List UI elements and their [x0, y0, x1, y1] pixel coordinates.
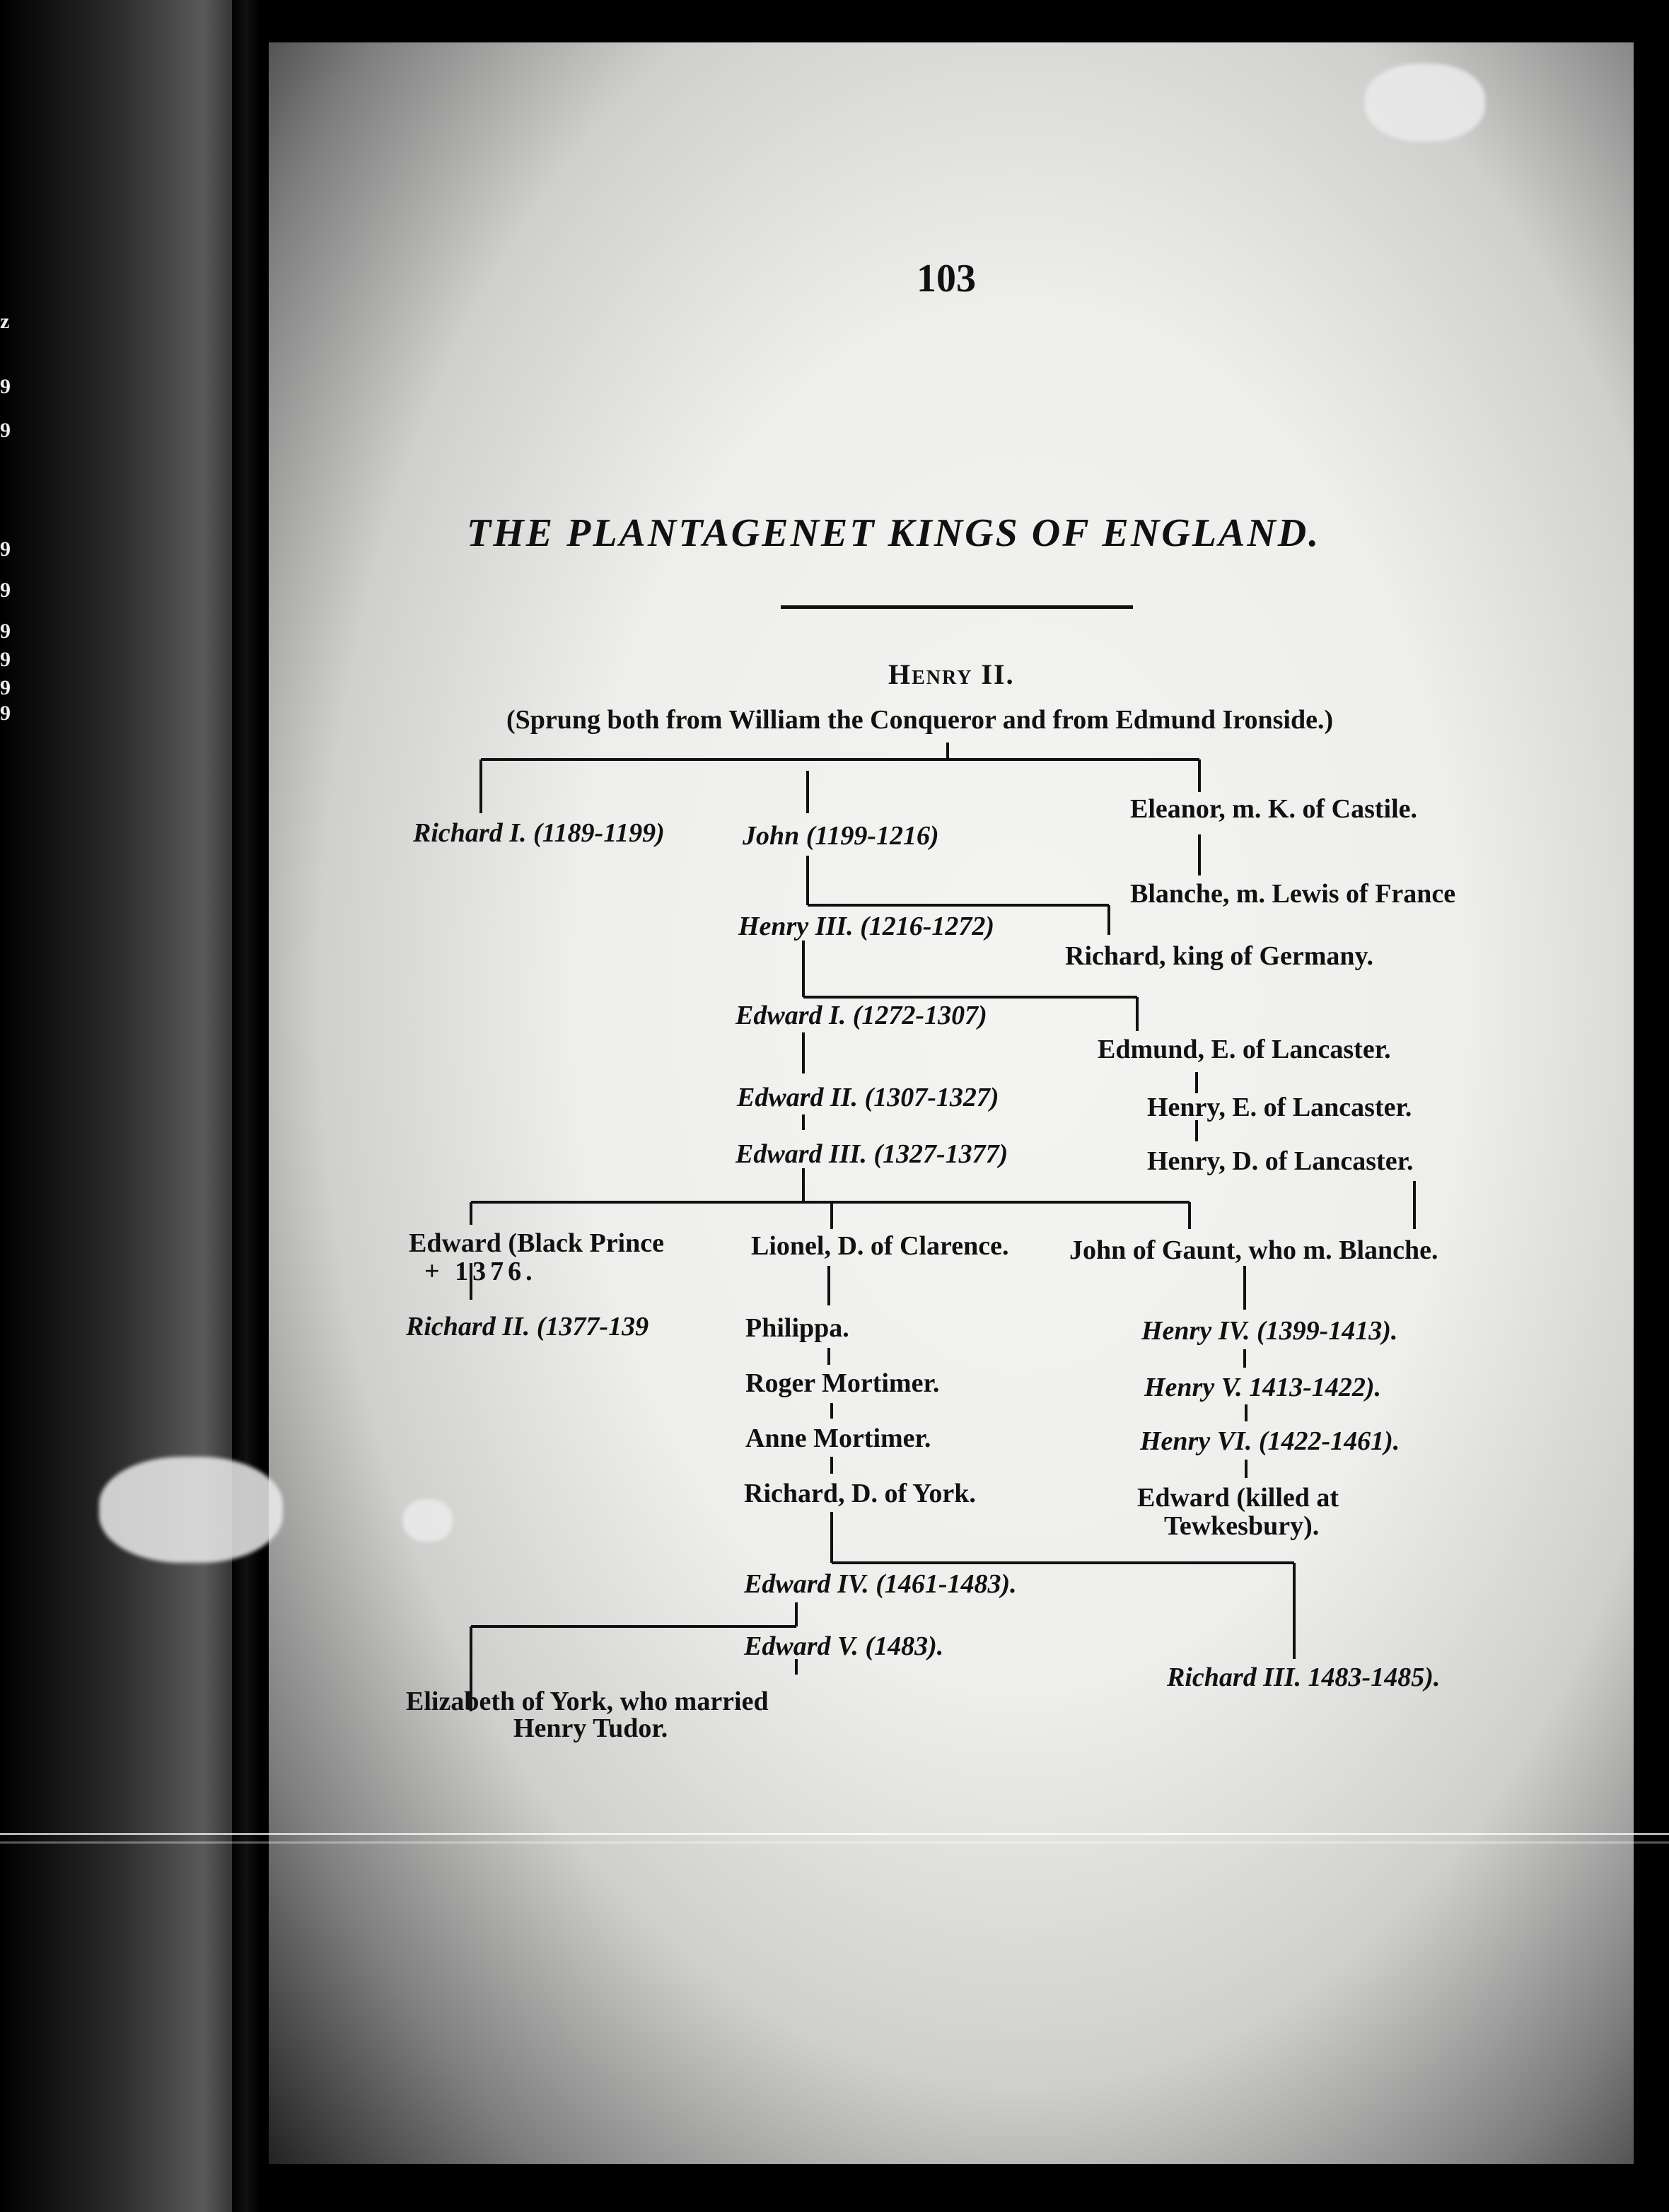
page-number: 103 [917, 257, 976, 301]
entry-henry-iv: Henry IV. (1399-1413). [1141, 1316, 1398, 1346]
entry-roger-mortimer: Roger Mortimer. [745, 1368, 940, 1398]
entry-edward-killed: Edward (killed at [1137, 1483, 1339, 1513]
page-title: THE PLANTAGENET KINGS OF ENGLAND. [467, 511, 1321, 555]
root-henry-ii: Henry II. [888, 658, 1015, 690]
margin-char: z [0, 310, 10, 333]
entry-richard-germany: Richard, king of Germany. [1065, 941, 1373, 971]
entry-tewkesbury: Tewkesbury). [1164, 1511, 1320, 1541]
entry-edward-iii: Edward III. (1327-1377) [735, 1139, 1008, 1169]
entry-henry-e-lancaster: Henry, E. of Lancaster. [1147, 1093, 1412, 1122]
root-descent-note: (Sprung both from William the Conqueror and from Edmund Ironside.) [506, 705, 1334, 735]
margin-char: 9 [0, 578, 11, 602]
entry-henry-iii: Henry III. (1216-1272) [738, 912, 995, 941]
margin-char: 9 [0, 419, 11, 442]
entry-edward-iv: Edward IV. (1461-1483). [744, 1569, 1017, 1599]
entry-philippa: Philippa. [745, 1313, 849, 1343]
entry-blanche-lewis: Blanche, m. Lewis of France [1130, 879, 1456, 909]
entry-henry-vi: Henry VI. (1422-1461). [1140, 1426, 1400, 1456]
margin-char: 9 [0, 676, 11, 699]
entry-richard-york: Richard, D. of York. [744, 1479, 976, 1508]
entry-henry-d-lancaster: Henry, D. of Lancaster. [1147, 1146, 1414, 1176]
entry-henry-v: Henry V. 1413-1422). [1144, 1373, 1381, 1402]
entry-john: John (1199-1216) [743, 821, 939, 851]
entry-black-prince-death: + 1376. [424, 1257, 537, 1286]
entry-richard-iii: Richard III. 1483-1485). [1167, 1663, 1441, 1692]
entry-henry-tudor: Henry Tudor. [513, 1713, 668, 1743]
entry-edmund-lancaster: Edmund, E. of Lancaster. [1098, 1035, 1391, 1064]
margin-char: 9 [0, 702, 11, 725]
entry-edward-ii: Edward II. (1307-1327) [737, 1083, 999, 1112]
entry-eleanor: Eleanor, m. K. of Castile. [1130, 794, 1418, 824]
entry-black-prince: Edward (Black Prince [409, 1228, 664, 1258]
margin-char: 9 [0, 537, 11, 561]
entry-lionel: Lionel, D. of Clarence. [751, 1231, 1009, 1261]
entry-richard-i: Richard I. (1189-1199) [413, 818, 665, 848]
entry-edward-i: Edward I. (1272-1307) [735, 1001, 987, 1030]
entry-richard-ii: Richard II. (1377-139 [406, 1312, 649, 1341]
entry-anne-mortimer: Anne Mortimer. [745, 1424, 931, 1453]
margin-char: 9 [0, 375, 11, 398]
margin-char: 9 [0, 648, 11, 671]
entry-edward-v: Edward V. (1483). [744, 1631, 944, 1661]
entry-elizabeth-york: Elizabeth of York, who married [406, 1687, 769, 1716]
margin-char: 9 [0, 619, 11, 643]
entry-john-of-gaunt: John of Gaunt, who m. Blanche. [1069, 1235, 1438, 1265]
